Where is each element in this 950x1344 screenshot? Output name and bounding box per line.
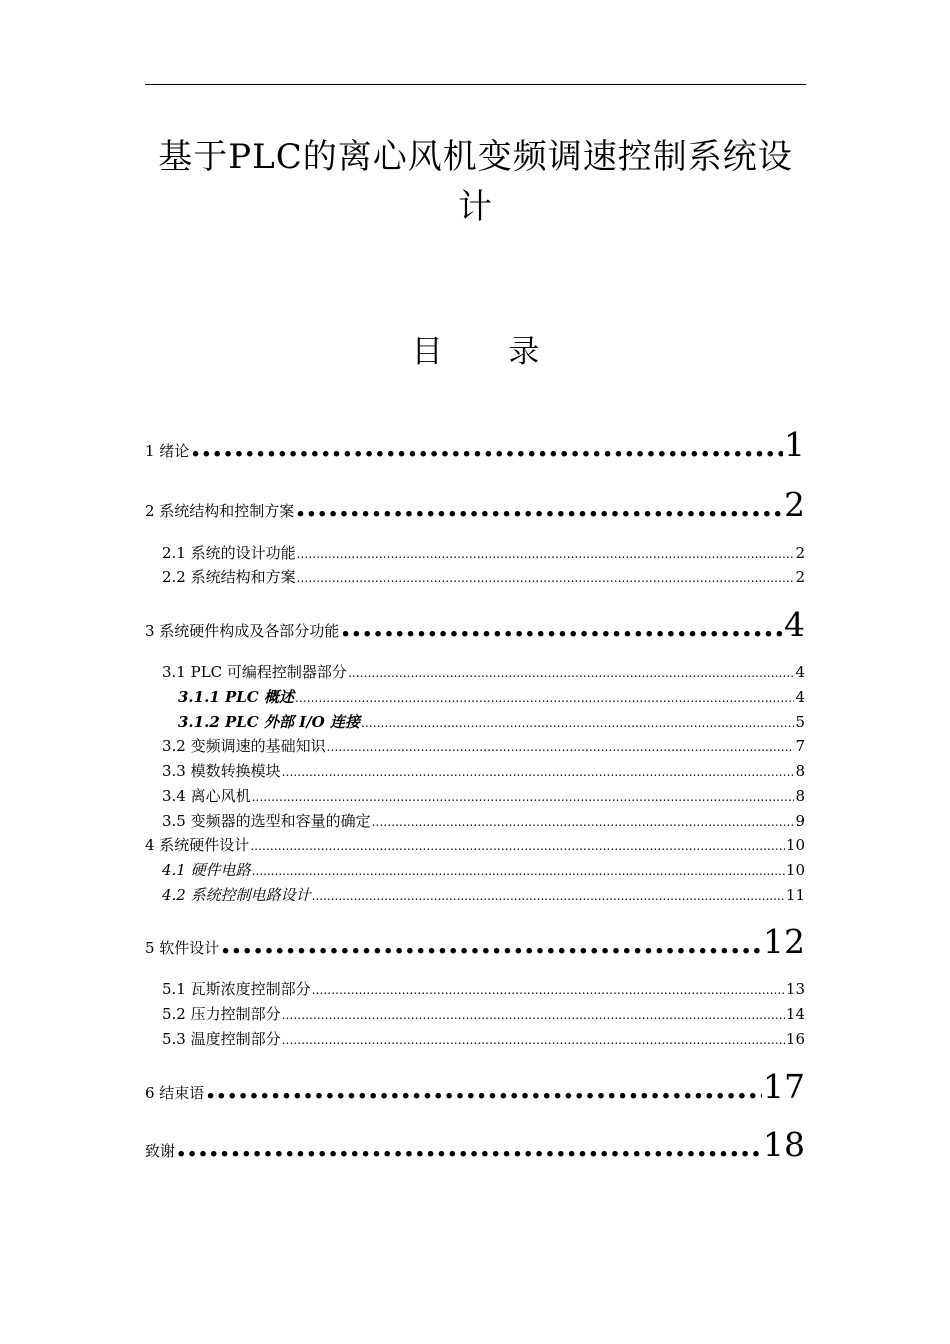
title-line-1: 基于PLC的离心风机变频调速控制系统设 bbox=[158, 137, 793, 177]
toc-entry-label: 4 系统硬件设计 bbox=[145, 836, 250, 854]
toc-dot-leader bbox=[361, 716, 794, 730]
toc-entry-page: 8 bbox=[795, 787, 805, 805]
toc-entry-label: 1 绪论 bbox=[145, 442, 190, 460]
title-line-2: 计 bbox=[458, 187, 493, 227]
toc-dot-leader bbox=[312, 889, 785, 903]
toc-entry[interactable] bbox=[162, 810, 805, 831]
toc-entry-label: 2.2 系统结构和方案 bbox=[162, 568, 296, 586]
toc-dot-leader bbox=[295, 691, 794, 705]
toc-entry-page: 12 bbox=[763, 922, 805, 961]
toc-dot-leader bbox=[340, 609, 783, 644]
toc-entry-page: 4 bbox=[795, 663, 805, 681]
toc-dot-leader bbox=[282, 1008, 785, 1022]
toc-dot-leader bbox=[312, 983, 785, 997]
toc-entry-page: 5 bbox=[795, 713, 805, 731]
document-title bbox=[145, 132, 806, 232]
toc-dot-leader bbox=[252, 790, 795, 804]
toc-entry[interactable] bbox=[178, 711, 805, 732]
toc-dot-leader bbox=[297, 571, 795, 585]
toc-entry-label: 5.2 压力控制部分 bbox=[162, 1005, 281, 1023]
toc-dot-leader bbox=[190, 429, 783, 464]
toc-entry-label: 4.2 系统控制电路设计 bbox=[162, 886, 311, 904]
toc-entry-page: 13 bbox=[785, 980, 805, 998]
toc-entry[interactable] bbox=[178, 686, 805, 707]
toc-entry[interactable] bbox=[162, 542, 805, 563]
toc-entry-label: 3 系统硬件构成及各部分功能 bbox=[145, 622, 340, 640]
toc-entry[interactable] bbox=[162, 1028, 805, 1049]
toc-entry-page: 10 bbox=[785, 861, 805, 879]
toc-entry[interactable] bbox=[162, 760, 805, 781]
toc-entry-label: 2.1 系统的设计功能 bbox=[162, 544, 296, 562]
toc-entry-page: 2 bbox=[795, 544, 805, 562]
toc-entry-page: 11 bbox=[785, 886, 805, 904]
toc-entry-page: 1 bbox=[784, 425, 805, 464]
toc-heading: 目 录 bbox=[411, 334, 568, 370]
toc-entry-page: 8 bbox=[795, 762, 805, 780]
toc-dot-leader bbox=[297, 547, 795, 561]
toc-entry-label: 2 系统结构和控制方案 bbox=[145, 502, 295, 520]
toc-entry-page: 10 bbox=[785, 836, 805, 854]
toc-entry-page: 2 bbox=[795, 568, 805, 586]
toc-entry[interactable] bbox=[145, 485, 805, 524]
header-rule bbox=[145, 84, 806, 85]
toc-entry-label: 3.1.1 PLC 概述 bbox=[178, 688, 294, 706]
toc-entry-page: 4 bbox=[784, 605, 805, 644]
toc-entry[interactable] bbox=[162, 859, 805, 880]
toc-dot-leader bbox=[250, 839, 785, 853]
toc-entry-page: 16 bbox=[785, 1030, 805, 1048]
toc-entry[interactable] bbox=[162, 978, 805, 999]
toc-entry-label: 6 结束语 bbox=[145, 1084, 205, 1102]
toc-dot-leader bbox=[282, 1033, 785, 1047]
toc-entry-label: 3.1 PLC 可编程控制器部分 bbox=[162, 663, 347, 681]
toc-entry[interactable] bbox=[145, 922, 805, 961]
toc-dot-leader bbox=[295, 489, 783, 524]
toc-entry-page: 4 bbox=[795, 688, 805, 706]
toc-entry[interactable] bbox=[145, 1067, 805, 1106]
toc-entry-label: 5 软件设计 bbox=[145, 939, 220, 957]
toc-entry[interactable] bbox=[145, 834, 805, 855]
toc-entry-label: 3.5 变频器的选型和容量的确定 bbox=[162, 812, 371, 830]
toc-entry[interactable] bbox=[162, 785, 805, 806]
toc-entry-label: 3.3 模数转换模块 bbox=[162, 762, 281, 780]
toc-dot-leader bbox=[176, 1129, 762, 1164]
toc-entry-label: 3.4 离心风机 bbox=[162, 787, 251, 805]
toc-entry[interactable] bbox=[145, 425, 805, 464]
toc-dot-leader bbox=[372, 815, 795, 829]
toc-dot-leader bbox=[282, 765, 795, 779]
toc-entry-label: 5.1 瓦斯浓度控制部分 bbox=[162, 980, 311, 998]
toc-entry[interactable] bbox=[145, 1125, 805, 1164]
toc-entry-page: 9 bbox=[795, 812, 805, 830]
toc-entry-label: 5.3 温度控制部分 bbox=[162, 1030, 281, 1048]
toc-entry[interactable] bbox=[145, 605, 805, 644]
toc-dot-leader bbox=[205, 1071, 762, 1106]
toc-entry-label: 致谢 bbox=[145, 1142, 176, 1160]
toc-entry-page: 7 bbox=[795, 737, 805, 755]
toc-entry-label: 3.1.2 PLC 外部 I/O 连接 bbox=[178, 713, 360, 731]
toc-dot-leader bbox=[327, 740, 795, 754]
toc-entry[interactable] bbox=[162, 735, 805, 756]
toc-entry[interactable] bbox=[162, 1003, 805, 1024]
toc-entry[interactable] bbox=[162, 661, 805, 682]
toc-entry-label: 4.1 硬件电路 bbox=[162, 861, 251, 879]
toc-entry-label: 3.2 变频调速的基础知识 bbox=[162, 737, 326, 755]
toc-dot-leader bbox=[220, 926, 762, 961]
toc-entry-page: 14 bbox=[785, 1005, 805, 1023]
toc-dot-leader bbox=[348, 666, 795, 680]
toc-dot-leader bbox=[252, 864, 785, 878]
toc-entry-page: 2 bbox=[784, 485, 805, 524]
toc-entry-page: 18 bbox=[763, 1125, 805, 1164]
toc-entry-page: 17 bbox=[763, 1067, 805, 1106]
toc-entry[interactable] bbox=[162, 566, 805, 587]
toc-entry[interactable] bbox=[162, 884, 805, 905]
